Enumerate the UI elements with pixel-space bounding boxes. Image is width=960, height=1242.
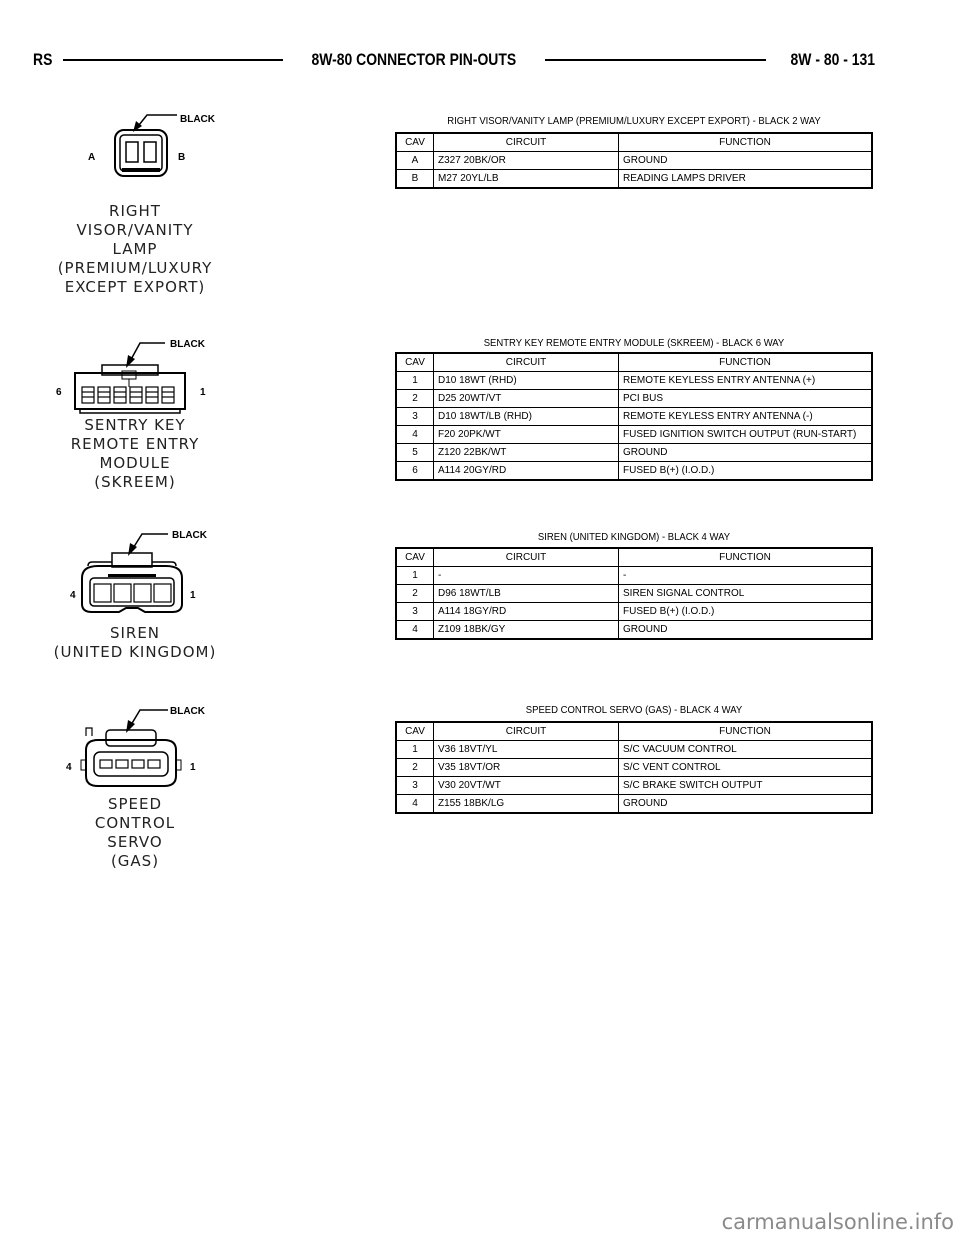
pin-label-left: 6	[56, 387, 62, 398]
table-title: RIGHT VISOR/VANITY LAMP (PREMIUM/LUXURY EXCEPT EXPORT) - BLACK 2 WAY	[447, 116, 821, 127]
cell-circuit: A114 20GY/RD	[434, 462, 619, 481]
table-row	[396, 152, 872, 170]
connector-color-label: BLACK	[170, 706, 205, 717]
table-row	[396, 603, 872, 621]
column-header-circuit: CIRCUIT	[434, 548, 619, 567]
table-row	[396, 777, 872, 795]
cell-circuit: D10 18WT/LB (RHD)	[434, 408, 619, 426]
pin-label-right: 1	[190, 590, 196, 601]
cell-circuit: D96 18WT/LB	[434, 585, 619, 603]
cell-function: GROUND	[619, 152, 873, 170]
cell-circuit: Z109 18BK/GY	[434, 621, 619, 640]
two-way-connector-icon	[50, 110, 220, 190]
connector-name-line: REMOTE ENTRY	[70, 435, 200, 453]
page-header	[33, 48, 875, 72]
pin-label-right: 1	[200, 387, 206, 398]
cell-cav: B	[396, 170, 434, 189]
connector-name-line: VISOR/VANITY	[76, 221, 194, 239]
cell-cav: 3	[396, 777, 434, 795]
table-row	[396, 390, 872, 408]
cell-cav: 2	[396, 585, 434, 603]
table-row	[396, 621, 872, 640]
cell-circuit: Z327 20BK/OR	[434, 152, 619, 170]
header-rule	[63, 59, 284, 61]
cell-function: FUSED IGNITION SWITCH OUTPUT (RUN-START)	[619, 426, 873, 444]
connector-color-label: BLACK	[170, 339, 205, 350]
column-header-cav: CAV	[396, 133, 434, 152]
connector-name-line: (PREMIUM/LUXURY	[57, 259, 213, 277]
table-row	[396, 741, 872, 759]
column-header-function: FUNCTION	[619, 133, 873, 152]
cell-cav: 3	[396, 408, 434, 426]
connector-name-line: (GAS)	[110, 852, 160, 870]
connector-name	[50, 624, 220, 662]
cell-cav: 4	[396, 426, 434, 444]
pin-label-left: 4	[66, 762, 72, 773]
column-header-cav: CAV	[396, 353, 434, 372]
cell-cav: 2	[396, 390, 434, 408]
cell-function: SIREN SIGNAL CONTROL	[619, 585, 873, 603]
four-way-servo-connector-icon	[50, 700, 220, 790]
cell-cav: 6	[396, 462, 434, 481]
cell-circuit: Z155 18BK/LG	[434, 795, 619, 814]
cell-function: GROUND	[619, 621, 873, 640]
cell-circuit: V30 20VT/WT	[434, 777, 619, 795]
cell-function: -	[619, 567, 873, 585]
table-row	[396, 462, 872, 481]
cell-cav: 1	[396, 567, 434, 585]
table-row	[396, 408, 872, 426]
cell-circuit: D25 20WT/VT	[434, 390, 619, 408]
cell-cav: 2	[396, 759, 434, 777]
cell-function: READING LAMPS DRIVER	[619, 170, 873, 189]
cell-function: FUSED B(+) (I.O.D.)	[619, 603, 873, 621]
header-title: 8W-80 CONNECTOR PIN-OUTS	[311, 50, 517, 69]
connector-diagram	[50, 335, 220, 415]
cell-cav: 4	[396, 621, 434, 640]
cell-function: REMOTE KEYLESS ENTRY ANTENNA (+)	[619, 372, 873, 390]
pin-label-right: 1	[190, 762, 196, 773]
table-row	[396, 585, 872, 603]
connector-name-line: LAMP	[112, 240, 158, 258]
connector-diagram	[50, 528, 220, 618]
table-header-row	[396, 548, 872, 567]
four-way-siren-connector-icon	[50, 528, 220, 618]
cell-function: PCI BUS	[619, 390, 873, 408]
cell-cav: A	[396, 152, 434, 170]
pin-label-left: A	[88, 152, 96, 163]
table-row	[396, 170, 872, 189]
table-row	[396, 759, 872, 777]
connector-name	[50, 795, 220, 871]
table-header-row	[396, 722, 872, 741]
header-section-code: RS	[33, 50, 53, 69]
column-header-function: FUNCTION	[619, 353, 873, 372]
column-header-circuit: CIRCUIT	[434, 133, 619, 152]
cell-function: REMOTE KEYLESS ENTRY ANTENNA (-)	[619, 408, 873, 426]
connector-diagram	[50, 110, 220, 190]
cell-function: FUSED B(+) (I.O.D.)	[619, 462, 873, 481]
pinout-table	[395, 132, 873, 189]
cell-function: GROUND	[619, 795, 873, 814]
table-title: SPEED CONTROL SERVO (GAS) - BLACK 4 WAY	[525, 705, 743, 716]
connector-diagram	[50, 700, 220, 790]
cell-circuit: Z120 22BK/WT	[434, 444, 619, 462]
pin-label-left: 4	[70, 590, 76, 601]
connector-name	[50, 416, 220, 492]
header-page-number: 8W - 80 - 131	[790, 50, 875, 69]
six-way-connector-icon	[50, 335, 220, 415]
column-header-cav: CAV	[396, 548, 434, 567]
table-row	[396, 372, 872, 390]
header-rule	[545, 59, 766, 61]
connector-name-line: SENTRY KEY	[84, 416, 186, 434]
connector-name-line: (UNITED KINGDOM)	[53, 643, 217, 661]
connector-name-line: SIREN	[109, 624, 161, 642]
connector-name-line: (SKREEM)	[94, 473, 176, 491]
table-title: SIREN (UNITED KINGDOM) - BLACK 4 WAY	[537, 532, 731, 543]
cell-cav: 5	[396, 444, 434, 462]
pin-label-right: B	[178, 152, 186, 163]
table-title: SENTRY KEY REMOTE ENTRY MODULE (SKREEM) - BLACK 6 WAY	[483, 338, 785, 349]
pinout-table	[395, 352, 873, 481]
column-header-function: FUNCTION	[619, 548, 873, 567]
cell-circuit: M27 20YL/LB	[434, 170, 619, 189]
pinout-table	[395, 721, 873, 814]
cell-circuit: F20 20PK/WT	[434, 426, 619, 444]
connector-name-line: RIGHT	[109, 202, 161, 220]
connector-color-label: BLACK	[172, 530, 207, 541]
table-row	[396, 795, 872, 814]
table-row	[396, 426, 872, 444]
table-header-row	[396, 353, 872, 372]
connector-name-line: SPEED	[107, 795, 163, 813]
connector-color-label: BLACK	[180, 114, 215, 125]
connector-name-line: MODULE	[99, 454, 171, 472]
connector-name-line: CONTROL	[94, 814, 176, 832]
cell-cav: 4	[396, 795, 434, 814]
cell-circuit: D10 18WT (RHD)	[434, 372, 619, 390]
connector-name-line: SERVO	[107, 833, 163, 851]
column-header-circuit: CIRCUIT	[434, 353, 619, 372]
cell-function: GROUND	[619, 444, 873, 462]
cell-circuit: -	[434, 567, 619, 585]
column-header-function: FUNCTION	[619, 722, 873, 741]
cell-cav: 1	[396, 372, 434, 390]
watermark-link[interactable]: carmanualsonline.info	[721, 1210, 954, 1234]
cell-function: S/C VACUUM CONTROL	[619, 741, 873, 759]
cell-circuit: A114 18GY/RD	[434, 603, 619, 621]
cell-function: S/C VENT CONTROL	[619, 759, 873, 777]
cell-function: S/C BRAKE SWITCH OUTPUT	[619, 777, 873, 795]
connector-name-line: EXCEPT EXPORT)	[64, 278, 206, 296]
connector-name	[50, 202, 220, 297]
table-row	[396, 444, 872, 462]
table-header-row	[396, 133, 872, 152]
cell-circuit: V36 18VT/YL	[434, 741, 619, 759]
pinout-table	[395, 547, 873, 640]
cell-cav: 1	[396, 741, 434, 759]
table-row	[396, 567, 872, 585]
cell-cav: 3	[396, 603, 434, 621]
column-header-circuit: CIRCUIT	[434, 722, 619, 741]
column-header-cav: CAV	[396, 722, 434, 741]
cell-circuit: V35 18VT/OR	[434, 759, 619, 777]
